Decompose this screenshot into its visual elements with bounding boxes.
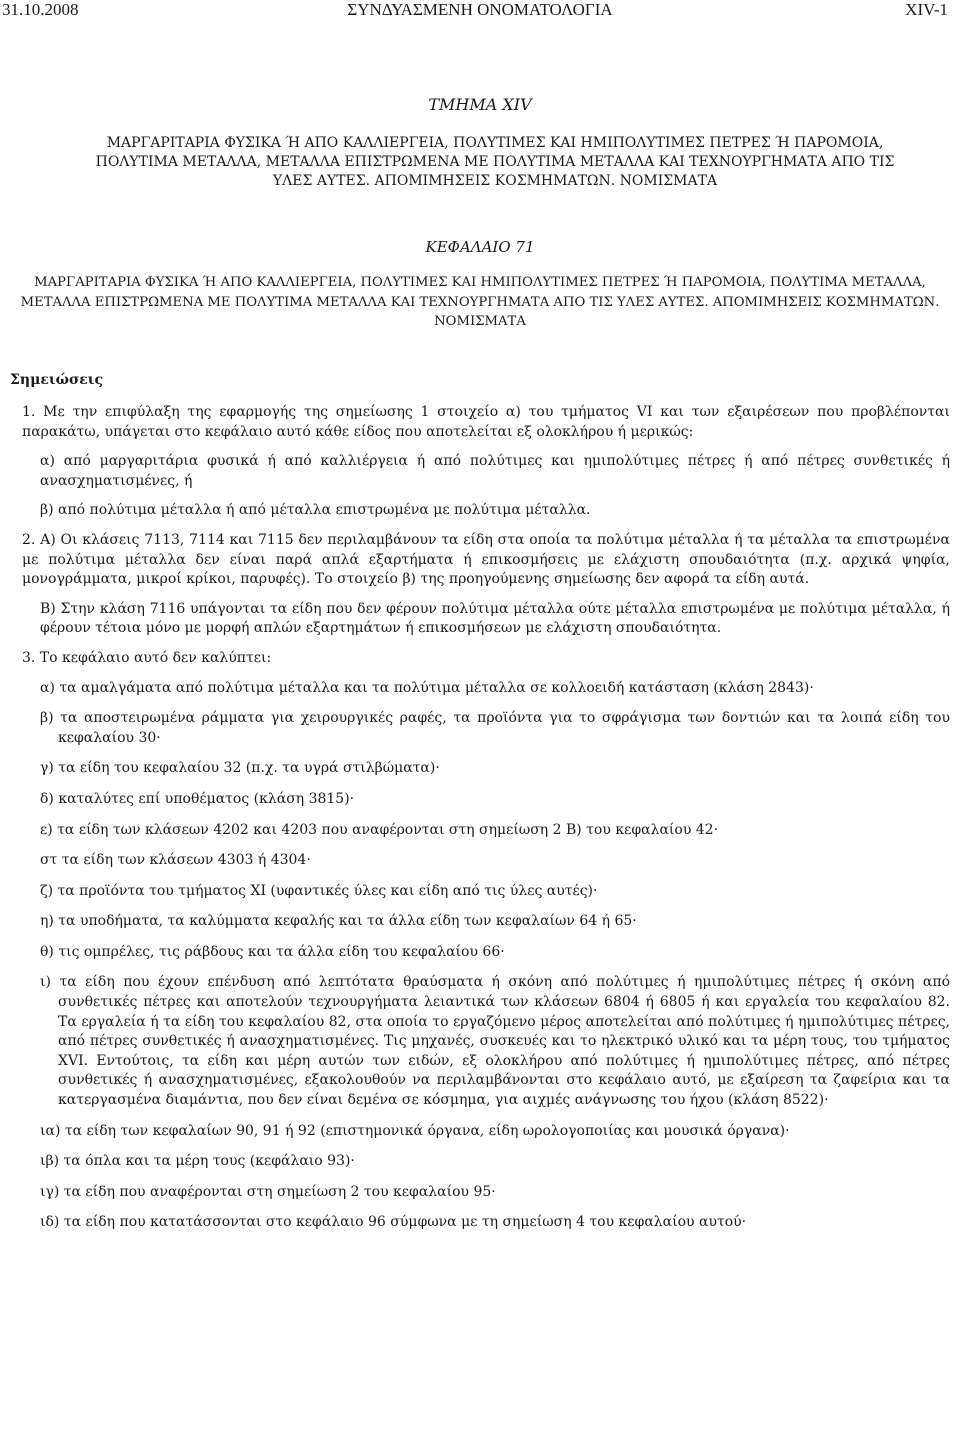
notes-body	[22, 403, 950, 1244]
note-3-list	[22, 679, 950, 1233]
header-title: ΣΥΝΔΥΑΣΜΕΝΗ ΟΝΟΜΑΤΟΛΟΓΙΑ	[347, 0, 613, 19]
part-heading: ΜΑΡΓΑΡΙΤΑΡΙΑ ΦΥΣΙΚΑ Ή ΑΠΟ ΚΑΛΛΙΕΡΓΕΙΑ, ΠΟΛΥΤΙΜΕΣ ΚΑΙ ΗΜΙΠΟΛΥΤΙΜΕΣ ΠΕΤΡΕΣ Ή ΠΑΡΟΜΟΙΑ, ΠΟΛΥΤΙΜΑ ΜΕΤΑΛΛΑ, ΜΕΤΑΛΛΑ ΕΠΙΣΤΡΩΜΕΝΑ ΜΕ ΠΟΛΥΤΙΜΑ ΜΕΤΑΛΛΑ ΚΑΙ ΤΕΧΝΟΥΡΓΗΜΑΤΑ ΑΠΟ ΤΙΣ ΥΛΕΣ ΑΥΤΕΣ. ΑΠΟΜΙΜΗΣΕΙΣ ΚΟΣΜΗΜΑΤΩΝ. ΝΟΜΙΣΜΑΤΑ	[95, 135, 895, 189]
note-1-item-b: β) από πολύτιμα μέταλλα ή από μέταλλα επιστρωμένα με πολύτιμα μέταλλα.	[40, 502, 591, 519]
notes-label: Σημειώσεις	[10, 372, 104, 388]
chapter-title: ΚΕΦΑΛΑΙΟ 71	[425, 238, 535, 256]
list-item: στ τα είδη των κλάσεων 4303 ή 4304·	[40, 852, 311, 869]
running-header	[0, 0, 960, 20]
list-item: ζ) τα προϊόντα του τμήματος XI (υφαντικές ύλες και είδη από τις ύλες αυτές)·	[40, 882, 598, 899]
list-item: δ) καταλύτες επί υποθέματος (κλάση 3815)·	[40, 790, 355, 807]
note-3-intro: 3. Το κεφάλαιο αυτό δεν καλύπτει:	[22, 649, 272, 666]
note-1: 1. Με την επιφύλαξη της εφαρμογής της σημείωσης 1 στοιχείο α) του τμήματος VI και των εξαιρέσεων που προβλέπονται παρακάτω, υπάγεται στο κεφάλαιο αυτό κάθε είδος που αποτελείται εξ ολοκλήρου ή μερικώς:	[22, 404, 950, 440]
list-item: ια) τα είδη των κεφαλαίων 90, 91 ή 92 (επιστημονικά όργανα, είδη ωρολογοποιίας και μουσικά όργανα)·	[40, 1122, 790, 1139]
chapter-heading: ΜΑΡΓΑΡΙΤΑΡΙΑ ΦΥΣΙΚΑ Ή ΑΠΟ ΚΑΛΛΙΕΡΓΕΙΑ, ΠΟΛΥΤΙΜΕΣ ΚΑΙ ΗΜΙΠΟΛΥΤΙΜΕΣ ΠΕΤΡΕΣ Ή ΠΑΡΟΜΟΙΑ, ΠΟΛΥΤΙΜΑ ΜΕΤΑΛΛΑ, ΜΕΤΑΛΛΑ ΕΠΙΣΤΡΩΜΕΝΑ ΜΕ ΠΟΛΥΤΙΜΑ ΜΕΤΑΛΛΑ ΚΑΙ ΤΕΧΝΟΥΡΓΗΜΑΤΑ ΑΠΟ ΤΙΣ ΥΛΕΣ ΑΥΤΕΣ. ΑΠΟΜΙΜΗΣΕΙΣ ΚΟΣΜΗΜΑΤΩΝ. ΝΟΜΙΣΜΑΤΑ	[20, 275, 940, 329]
header-page-number: XIV-1	[905, 0, 948, 19]
header-date: 31.10.2008	[2, 0, 79, 19]
note-1-item-a: α) από μαργαριτάρια φυσικά ή από καλλιέργεια ή από πολύτιμες και ημιπολύτιμες πέτρες ή από πέτρες συνθετικές ή ανασχηματισμένες, ή	[40, 453, 950, 489]
list-item: ι) τα είδη που έχουν επένδυση από λεπτότατα θραύσματα ή σκόνη από πολύτιμες ή ημιπολύτιμες πέτρες ή σκόνη από συνθετικές πέτρες και αποτελούν τεχνουργήματα λειαντικά των κλάσεων 6804 ή 6805 ή και εργαλεία του κεφαλαίου 82. Τα εργαλεία ή τα είδη του κεφαλαίου 82, στα οποία το εργαζόμενο μέρος αποτελείται από πολύτιμες ή ημιπολύτιμες πέτρες, από πέτρες συνθετικές ή ανασχηματισμένες. Τις μηχανές, συσκευές και το ηλεκτρικό υλικό και τα μέρη τους, του τμήματος XVI. Εντούτοις, τα είδη και μέρη αυτών των ειδών, εξ ολοκλήρου από πολύτιμες ή ημιπολύτιμες πέτρες, από πέτρες συνθετικές ή ανασχηματισμένες, εξακολουθούν να περιλαμβάνονται στο κεφάλαιο αυτό, με εξαίρεση τα ζαφείρια και τα κατεργασμένα διαμάντια, που δεν είναι δεμένα σε κόσμημα, για αιχμές ανάγνωσης του ήχου (κλάση 8522)·	[40, 974, 950, 1109]
note-2-a: 2. Α) Οι κλάσεις 7113, 7114 και 7115 δεν περιλαμβάνουν τα είδη στα οποία τα πολύτιμα μέταλλα ή τα μέταλλα τα επιστρωμένα με πολύτιμα μέταλλα δεν είναι παρά απλά εξαρτήματα ή επικοσμήσεις με ελάχιστη σπουδαιότητα (π.χ. αρχικά ψηφία, μονογράμματα, μικροί κρίκοι, παρυφές). Το στοιχείο β) της προηγούμενης σημείωσης δεν αφορά τα είδη αυτά.	[22, 531, 950, 588]
list-item: α) τα αμαλγάματα από πολύτιμα μέταλλα και τα πολύτιμα μέταλλα σε κολλοειδή κατάσταση (κλάση 2843)·	[40, 679, 814, 696]
list-item: ε) τα είδη των κλάσεων 4202 και 4203 που αναφέρονται στη σημείωση 2 Β) του κεφαλαίου 42·	[40, 821, 719, 838]
list-item: ιδ) τα είδη που κατατάσσονται στο κεφάλαιο 96 σύμφωνα με τη σημείωση 4 του κεφαλαίου αυτού·	[40, 1214, 747, 1231]
list-item: ιβ) τα όπλα και τα μέρη τους (κεφάλαιο 93)·	[40, 1153, 355, 1170]
list-item: β) τα αποστειρωμένα ράμματα για χειρουργικές ραφές, τα προϊόντα για το σφράγισμα των δοντιών και τα λοιπά είδη του κεφαλαίου 30·	[40, 710, 950, 746]
list-item: ιγ) τα είδη που αναφέρονται στη σημείωση 2 του κεφαλαίου 95·	[40, 1183, 496, 1200]
list-item: γ) τα είδη του κεφαλαίου 32 (π.χ. τα υγρά στιλβώματα)·	[40, 760, 440, 777]
note-2-b: Β) Στην κλάση 7116 υπάγονται τα είδη που δεν φέρουν πολύτιμα μέταλλα ούτε μέταλλα επιστρωμένα με πολύτιμα μέταλλα, ή φέρουν τέτοια μόνο με μορφή απλών εξαρτημάτων ή επικοσμήσεων με ελάχιστη σπουδαιότητα.	[40, 600, 950, 637]
list-item: θ) τις ομπρέλες, τις ράβδους και τα άλλα είδη του κεφαλαίου 66·	[40, 943, 505, 960]
list-item: η) τα υποδήματα, τα καλύμματα κεφαλής και τα άλλα είδη των κεφαλαίων 64 ή 65·	[40, 913, 637, 930]
part-title: ΤΜΗΜΑ XIV	[428, 95, 532, 114]
